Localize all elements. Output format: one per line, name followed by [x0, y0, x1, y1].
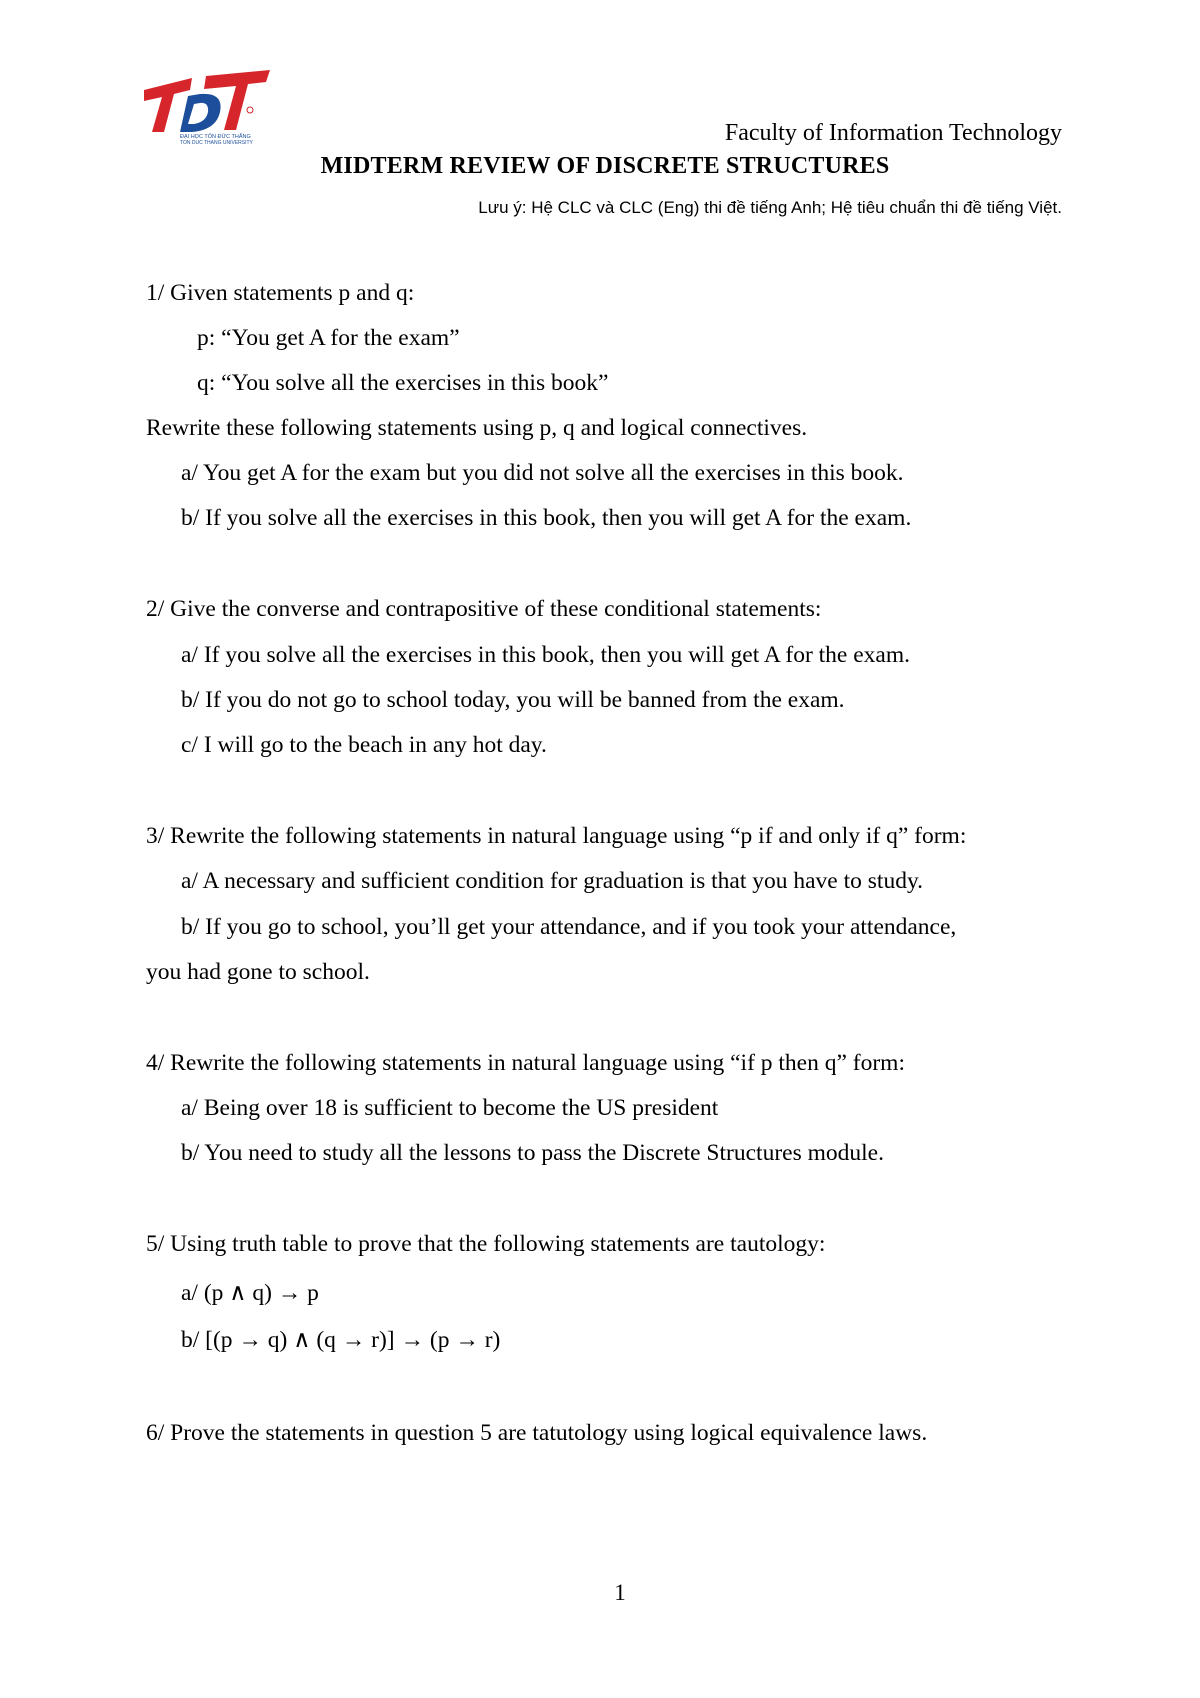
- q1-task: Rewrite these following statements using p, q and logical connectives.: [146, 415, 808, 441]
- q5-item-a: a/ (p ∧ q) → p: [181, 1280, 319, 1306]
- q1-item-b: b/ If you solve all the exercises in this book, then you will get A for the exam.: [181, 505, 912, 531]
- q1-item-a: a/ You get A for the exam but you did not solve all the exercises in this book.: [181, 460, 904, 486]
- q3-item-b-line2: you had gone to school.: [146, 959, 370, 985]
- exam-note: Lưu ý: Hệ CLC và CLC (Eng) thi đề tiếng Anh; Hệ tiêu chuẩn thi đề tiếng Việt.: [478, 198, 1062, 217]
- q2-intro: 2/ Give the converse and contrapositive of these conditional statements:: [146, 596, 822, 622]
- q1-intro: 1/ Given statements p and q:: [146, 280, 415, 306]
- q6-text: 6/ Prove the statements in question 5 are tatutology using logical equivalence laws.: [146, 1420, 928, 1446]
- faculty-name: Faculty of Information Technology: [724, 120, 1062, 146]
- q5-intro: 5/ Using truth table to prove that the following statements are tautology:: [146, 1231, 826, 1257]
- q2-item-c: c/ I will go to the beach in any hot day.: [181, 732, 547, 758]
- q5-item-b: b/ [(p → q) ∧ (q → r)] → (p → r): [181, 1327, 501, 1353]
- q4-item-a: a/ Being over 18 is sufficient to become the US president: [181, 1095, 719, 1121]
- q3-item-a: a/ A necessary and sufficient condition for graduation is that you have to study.: [181, 868, 924, 894]
- q3-item-b-line1: b/ If you go to school, you’ll get your attendance, and if you took your attendance,: [181, 914, 957, 940]
- q4-item-b: b/ You need to study all the lessons to pass the Discrete Structures module.: [181, 1140, 884, 1166]
- q2-item-b: b/ If you do not go to school today, you will be banned from the exam.: [181, 687, 845, 713]
- university-logo: [144, 70, 274, 144]
- logo-caption-1: ĐẠI HỌC TÔN ĐỨC THẮNG: [180, 134, 251, 140]
- q1-statement-q: q: “You solve all the exercises in this book”: [197, 370, 609, 396]
- q4-intro: 4/ Rewrite the following statements in natural language using “if p then q” form:: [146, 1050, 905, 1076]
- logo-caption-2: TON DUC THANG UNIVERSITY: [180, 140, 253, 144]
- q1-statement-p: p: “You get A for the exam”: [197, 325, 460, 351]
- q3-intro: 3/ Rewrite the following statements in natural language using “p if and only if q” form:: [146, 823, 967, 849]
- document-title: MIDTERM REVIEW OF DISCRETE STRUCTURES: [320, 153, 890, 179]
- q2-item-a: a/ If you solve all the exercises in this book, then you will get A for the exam.: [181, 642, 910, 668]
- page-number: 1: [614, 1580, 626, 1605]
